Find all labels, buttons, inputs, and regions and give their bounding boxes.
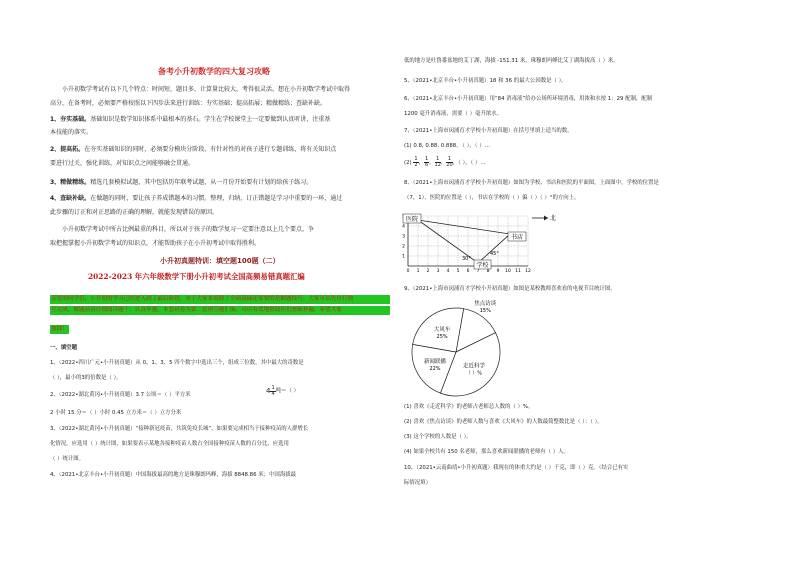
question-7-part-2: (2) $\frac{1}{2}$ ， $\frac{1}{6}$ ， $\frac{1}{12}$ ， $\frac{1}{20}$ ，（ ），（ ）… — [404, 156, 486, 168]
step1-line-1 — [50, 116, 330, 124]
frac-num: 1 — [436, 156, 440, 162]
question-2-fraction — [266, 386, 299, 397]
hospital-label: 医院 — [405, 216, 419, 223]
step2-lead: 2、提高拓。 — [50, 146, 85, 153]
angle-30-label: 30° — [462, 256, 471, 262]
step2-text: 在夯实基础知识的同时，必须要分模块分阶段、有针对性的对孩子进行专题训练，将有关知识点 — [84, 146, 337, 153]
north-label: 北 — [550, 215, 557, 222]
doc-title: 2022-2023 年六年级数学下册小升初考试全国高频易错真题汇编 — [88, 272, 305, 281]
x-tick-label: 11 — [515, 269, 521, 274]
step4-lead: 4、查缺补缺。 — [50, 195, 91, 202]
frac-num: 1 — [424, 156, 429, 162]
q-text: （2021•上海市闵浦育才学校小升初真题）如图为学校、书店和医院的平面图，上面图中，学校的位置是 — [412, 180, 659, 186]
school-label: 学校 — [476, 262, 489, 269]
x-tick-label: 1 — [416, 269, 420, 274]
question-6-line-2: 1200 毫升消毒液，需要（ ）毫升浓水。 — [404, 111, 503, 117]
pie-slice-value: 25% — [436, 334, 448, 341]
frac-num: 1 — [447, 156, 452, 162]
x-tick-label: 3 — [436, 269, 440, 274]
y-tick-label: 2 — [402, 244, 405, 250]
highlight-line-2: 立完成，做题前请仔细阅读题干，认真审题。本套试卷为第二套填空题汇编，可以有效地帮助你们查缺补漏，希望大家 — [50, 306, 390, 315]
question-7 — [404, 128, 573, 135]
question-10-line-2: 际情况填） — [404, 480, 431, 486]
q-text: （2021•北京丰台•小升初真题）18 和 36 的最大公因数是（ ）。 — [412, 78, 567, 84]
coordinate-grid-map — [398, 208, 558, 278]
pie-slice-label: 焦点访谈 — [474, 301, 497, 307]
q-num: 7、 — [404, 128, 413, 134]
frac-num: 1 — [414, 156, 418, 162]
q-text: （2021•上海市闵浦育才学校小升初真题）在括号里填上适当的数。 — [412, 128, 573, 134]
q7-fraction-3 — [435, 157, 441, 168]
q-text: （2021•上海市闵浦育才学校小升初真题）如图是某校教师喜欢看的电视节目统计图。 — [412, 286, 616, 292]
frac-den: 20 — [446, 162, 453, 168]
x-tick-label: 9 — [496, 269, 500, 274]
q7-fraction-2 — [424, 157, 429, 168]
q-num: 3、 — [50, 426, 59, 432]
q9-sub-1: (1) 喜欢《走近科学》的老师占老师总人数的（ ）%。 — [404, 404, 534, 410]
question-6-line-1 — [404, 96, 652, 103]
q-num: 10、 — [404, 465, 417, 471]
school-bookstore-line — [478, 234, 510, 263]
x-tick-label: 0 — [406, 269, 410, 274]
tv-program-pie-chart — [408, 296, 518, 401]
pie-slice-label: 走近科学 — [462, 363, 485, 370]
question-8-line-1 — [404, 180, 659, 187]
x-tick-label: 12 — [525, 269, 531, 274]
q-text: （2021•北京丰台•小升初真题）中国海拔最高的地方是珠穆朗玛峰，海拔 8848.86 米；中国海拔最 — [58, 472, 296, 478]
question-7-part-1: (1) 0.8, 0.88, 0.888, （ ），（ ）… — [404, 143, 491, 149]
step4-text: 在做题的同时，要让孩子养成错题本的习惯。整理，归纳，订正错题是学习中重要的一环，通过 — [90, 195, 343, 202]
q-num: 6、 — [404, 96, 413, 102]
angle-45-label: 45° — [490, 251, 499, 257]
frac-den: 12 — [434, 162, 441, 168]
step3-lead: 3、精做精练。 — [50, 179, 91, 186]
y-tick-label: 4 — [402, 224, 405, 230]
question-3-line-1 — [50, 426, 308, 433]
step3-text: 精选几套模拟试题，其中包括历年联考试题，从一月份开始要有计划的给孩子练习。 — [90, 179, 313, 186]
x-tick-label: 4 — [446, 269, 450, 274]
q9-sub-4: (4) 如果全校共有 150 名老师，那么喜欢新闻联播的老师有（ ）人。 — [404, 449, 569, 455]
q7-suffix: ，（ ），（ ）… — [452, 160, 486, 166]
step2-line-2: 要进行过关，强化训练，对知识点之间能够融会贯通。 — [50, 160, 195, 167]
y-tick-label: 3 — [402, 234, 405, 240]
fraction-whole: 4 — [266, 387, 271, 395]
strategy-heading: 备考小升初数学的四大复习攻略 — [158, 67, 270, 76]
step1-line-2: 本技能的落实。 — [50, 129, 93, 136]
step2-line-1 — [50, 146, 336, 154]
q-text: （2022•四川广元•小升初真题）从 0、1、3、5 四个数字中选出三个，组成三位数，其中最大的奇数是 — [58, 360, 304, 366]
q7-prefix: (2) — [404, 160, 414, 166]
q-text: （2022•湖北黄冈•小升初真题）3.7 公顷＝（ ）平方米 — [58, 392, 191, 398]
step1-text: 基础知识是数学知识体系中最根本的基石。学生在学校课堂上一定要做到认真听讲，注重基 — [90, 116, 331, 123]
question-1-line-2: （ ），最小的3的倍数是（ ）。 — [50, 375, 122, 381]
pie-slice-label: 新闻联播 — [423, 359, 447, 365]
bookstore-label: 书店 — [510, 234, 524, 241]
question-10-line-1 — [404, 465, 628, 472]
highlight-line-1: 亲爱的同学们，小升初的学习已经进入到了最后阶段，对于大家来说除了全面基础还需要的是解题技巧。大家可以先自行独 — [50, 295, 390, 304]
part-label: 一、填空题 — [50, 345, 77, 351]
intro-line-2: 高分，在备考时，必须要严格按照以下四步法来进行训练：夯实基础；提高拓展；精做精练；查缺补缺。 — [50, 100, 327, 107]
x-tick-label: 5 — [456, 269, 460, 274]
x-tick-label: 8 — [486, 269, 490, 274]
q-num: 1、 — [50, 360, 59, 366]
q-num: 8、 — [404, 180, 413, 186]
q-num: 5、 — [404, 78, 413, 84]
x-tick-label: 7 — [476, 269, 480, 274]
q9-sub-3: (3) 这个学校的人数是（ ）。 — [404, 434, 472, 440]
q-num: 9、 — [404, 286, 413, 292]
q-num: 2、 — [50, 392, 59, 398]
q7-fraction-1 — [413, 157, 418, 168]
step3-line-1 — [50, 179, 312, 187]
x-tick-label: 2 — [426, 269, 430, 274]
q9-sub-2: (2) 喜欢《焦点访谈》的老师人数与喜欢《大风车》的人数最简整数比是（ ）：（ ）。 — [404, 419, 603, 425]
q-text: （2021•云南曲靖•小升初真题）我现在的体重大约是（ ）千克，即（ ）克。（结合已有实 — [416, 465, 629, 471]
step4-line-2: 此步骤的订正和对正思路的正确的理解，就能发现错误的原因。 — [50, 209, 219, 216]
x-tick-label: 10 — [505, 269, 511, 274]
x-tick-label: 6 — [466, 269, 470, 274]
question-2-line-1 — [50, 392, 191, 399]
fraction-denominator: 4 — [271, 391, 275, 397]
q-num: 4、 — [50, 472, 59, 478]
question-5 — [404, 78, 567, 85]
fraction-numerator: 1 — [271, 385, 275, 391]
north-arrow — [532, 214, 556, 222]
question-9 — [404, 286, 616, 293]
y-tick-label: 1 — [402, 254, 405, 260]
pie-slice-value: 15% — [479, 308, 491, 314]
highlight-line-3: 加油！ — [51, 326, 68, 332]
step1-lead: 1、夯实基础。 — [50, 116, 91, 123]
pie-slices — [412, 308, 500, 396]
q-text: （2022•湖北黄冈•小升初真题）“接种新冠疫苗，共筑免疫长城”，如果要完成相当于接种疫苗的人群增长 — [58, 426, 309, 432]
intro-line-1: 小升初数学考试有以下几个特点：时间短，题目多，计算量比较大，考得很灵活。想在小升初数学考试中取得 — [62, 86, 351, 93]
question-4-line-2: 低的地方是吐鲁番盆地的艾丁湖，海拔 -151.31 米，珠穆朗玛峰比艾丁湖海拔高（ ）米。 — [404, 58, 619, 64]
fraction-suffix: 吨＝（ ） — [275, 388, 299, 394]
frac-den: 2 — [414, 162, 418, 168]
step4-line-1 — [50, 195, 342, 203]
intro-highlight — [50, 295, 390, 334]
question-8-line-2: （7，1），医院的位置是（ ），书店在学校的（ ）偏（ ）（ ）°的方向上。 — [404, 195, 580, 201]
section-title: 小升初真题特训：填空题100题（二） — [160, 257, 280, 265]
question-3-line-3: （ ）统计图。 — [50, 456, 85, 462]
pie-slice-value: 22% — [429, 366, 441, 372]
pie-slice-label: 大风车 — [433, 327, 451, 334]
pie-slice-value: （ ）% — [465, 370, 483, 377]
hospital-bookstore-line — [418, 220, 510, 234]
question-4-line-1 — [50, 472, 296, 479]
closing-line-2: 取把握掌握小升初数学考试的知识点，才能帮助孩子在小升初考试中取得胜利。 — [50, 240, 261, 247]
frac-den: 6 — [424, 162, 429, 168]
question-2-line-2: 2 小时 15 分＝（ ）小时 0.45 立方米＝（ ）立方分米 — [50, 410, 182, 416]
question-3-line-2: 化情况，应选用（ ）统计图，如果要表示某地各接种疫苗人数占全国接种疫苗人数的百分比，应选用 — [50, 441, 289, 447]
q-text: （2021•北京丰台•小升初真题）用“84 消毒液”给办公场所环境消毒，用浓和水按 1：29 配制，配制 — [412, 96, 653, 102]
closing-line-1: 小升初数学考试中所占比例最重的科目，所以对于孩子的数学复习一定要注意以上几个要点，争 — [62, 226, 315, 233]
question-1-line-1 — [50, 360, 304, 367]
